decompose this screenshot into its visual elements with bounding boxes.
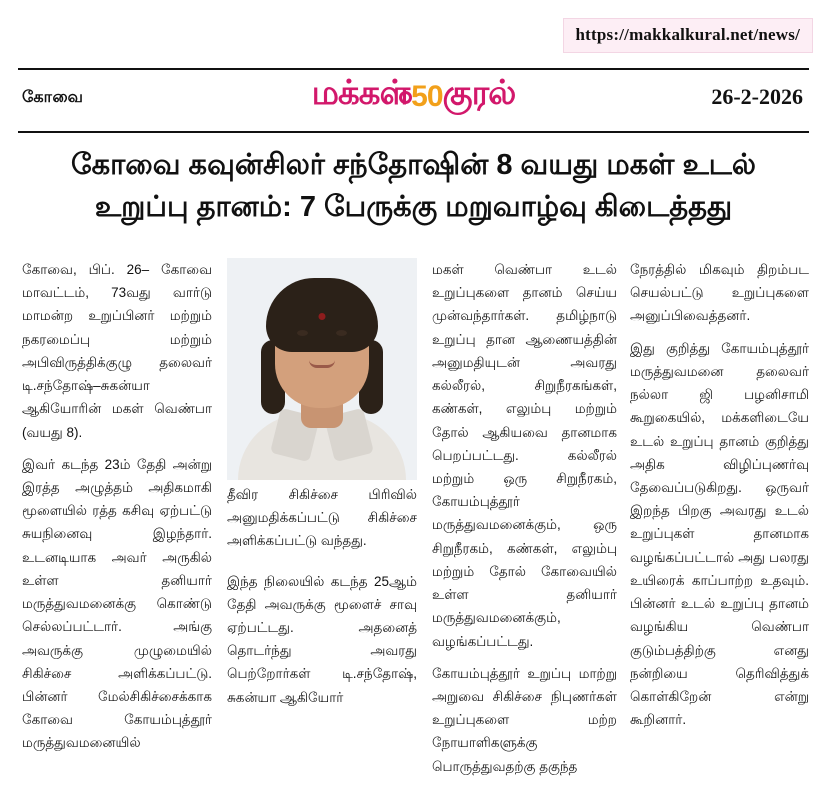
masthead-bottom-rule	[18, 131, 809, 133]
article-paragraph: கோயம்புத்தூர் உறுப்பு மாற்று அறுவை சிகிச்சை நிபுணர்கள் உறுப்புகளை மற்ற நோயாளிகளுக்கு பொருத்துவதற்கு தகுந்த	[432, 665, 617, 774]
publication-date: 26-2-2026	[711, 84, 803, 109]
logo-anniversary-badge	[409, 80, 442, 113]
edition-label: கோவை	[22, 89, 84, 106]
article-paragraph: இது குறித்து கோயம்புத்தூர் மருத்துவமனை தலைவர் நல்லா ஜி பழனிசாமி கூறுகையில், மக்களிடையே உடல் உறுப்பு தானம் குறித்து அதிக விழிப்புணர்வு தேவைப்படுகிறது. ஒருவர் இறந்த பிறகு அவரது உடல் உறுப்புகள் தானமாக வழங்கப்பட்டால் அது பலரது உயிரைக் காப்பாற்ற உதவும். பின்னர் உடல் உறுப்பு தானம் வழங்கிய வெண்பா குடும்பத்திற்கு எனது நன்றியை தெரிவித்துக் கொள்கிறேன் என்று கூறினார்.	[630, 340, 809, 728]
article-paragraph: நேரத்தில் மிகவும் திறம்பட செயல்பட்டு உறுப்புகளை அனுப்பிவைத்தனர்.	[630, 262, 809, 324]
article-paragraph: மகள் வெண்பா உடல் உறுப்புகளை தானம் செய்ய முன்வந்தார்கள். தமிழ்நாடு உறுப்பு தான ஆணையத்தின் அனுமதியுடன் அவரது கல்லீரல், சிறுநீரகங்கள், கண்கள், எலும்பு மற்றும் தோல் ஆகியவை தானமாக பெறப்பட்டது. கல்லீரல் மற்றும் ஒரு சிறுநீரகம், கோயம்புத்தூர் மருத்துவமனைக்கும், ஒரு சிறுநீரகம், கண்கள், எலும்பு மற்றும் தோல் கோவையில் உள்ள தனியார் மருத்துவமனைக்கும், வழங்கப்பட்டது.	[432, 262, 617, 649]
article-column-2	[227, 556, 417, 722]
logo-text-right: குரல்	[442, 74, 516, 112]
masthead-top-rule	[18, 68, 809, 70]
article-column-1	[22, 258, 212, 764]
article-paragraph: இவர் கடந்த 23ம் தேதி அன்று இரத்த அழுத்தம் அதிகமாகி மூளையில் ரத்த கசிவு ஏற்பட்டு சுயநினைவு இழந்தார். உடனடியாக அவர் அருகில் உள்ள தனியார் மருத்துவமனைக்கு கொண்டு செல்லப்பட்டார். அங்கு அவருக்கு முழுமையில் சிகிச்சை அளிக்கப்பட்டு. பின்னர் மேல்சிகிச்சைக்காக கோவை கோயம்புத்தூர் மருத்துவமனையில்	[22, 456, 212, 751]
logo-anniversary-number: 50	[411, 80, 443, 113]
newspaper-logo	[0, 74, 827, 117]
masthead	[0, 74, 827, 124]
photo-caption: தீவிர சிகிச்சை பிரிவில் அனுமதிக்கப்பட்டு சிகிச்சை அளிக்கப்பட்டு வந்தது.	[227, 487, 417, 548]
headline-line-1: கோவை கவுன்சிலர் சந்தோஷின் 8 வயது மகள் உடல்	[71, 149, 756, 181]
logo-text-left: மக்கள்	[311, 74, 410, 112]
article-paragraph: கோவை, பிப். 26– கோவை மாவட்டம், 73வது வார்டு மாமன்ற உறுப்பினர் மற்றும் நகரமைப்பு மற்றும் அபிவிருத்திக்குழு தலைவர் டி.சந்தோஷ்–சுகன்யா ஆகியோரின் மகள் வெண்பா (வயது 8).	[22, 262, 212, 440]
browser-url-bar[interactable]: https://makkalkural.net/news/	[563, 18, 813, 53]
article-photo	[227, 258, 417, 480]
page-title	[22, 144, 805, 228]
article-paragraph: இந்த நிலையில் கடந்த 25ஆம் தேதி அவருக்கு மூளைச் சாவு ஏற்பட்டது. அதனைத் தொடர்ந்து அவரது பெற்றோர்கள் டி.சந்தோஷ், சுகன்யா ஆகியோர்	[227, 573, 417, 705]
article-body	[22, 258, 809, 774]
article-column-3	[432, 258, 617, 787]
headline-line-2: உறுப்பு தானம்: 7 பேருக்கு மறுவாழ்வு கிடைத்தது	[94, 191, 733, 224]
article-column-4	[630, 258, 809, 740]
